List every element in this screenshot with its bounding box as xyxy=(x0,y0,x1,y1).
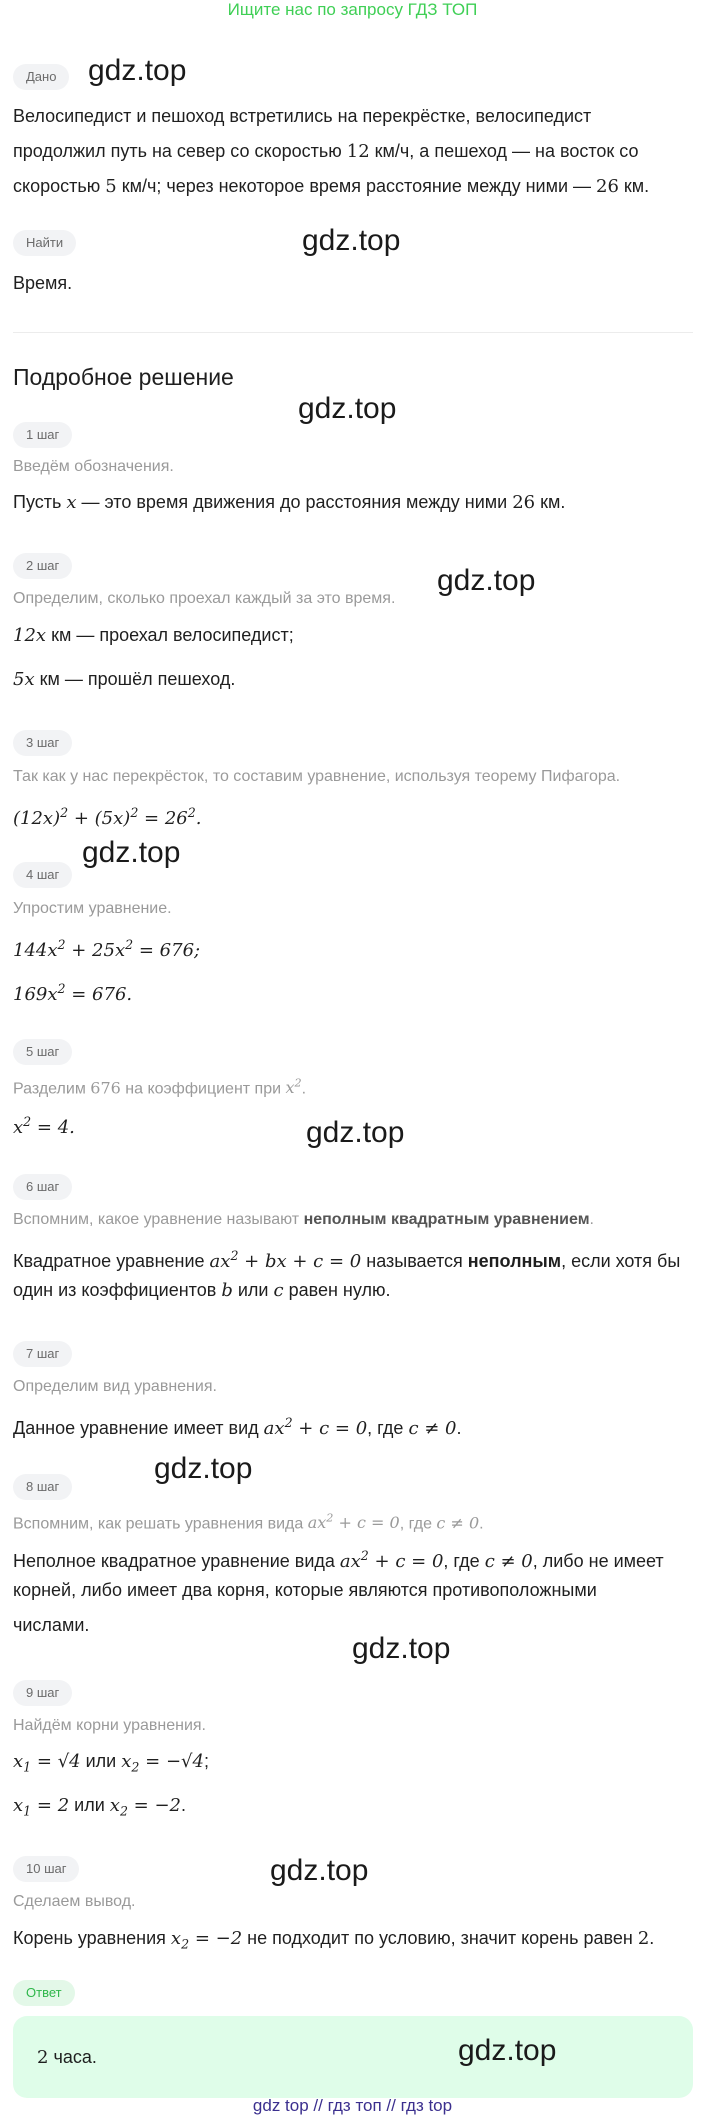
step-7-badge: 7 шаг xyxy=(13,1341,72,1367)
watermark: gdz.top xyxy=(306,1116,405,1149)
step-5-equation: $x^2 = 4$. xyxy=(13,1114,75,1138)
step-4-hint: Упростим уравнение. xyxy=(13,900,172,917)
step-8-line-1: Неполное квадратное уравнение вида $ax^2 + c = 0$, где c ≠ 0, либо не имеет xyxy=(13,1548,664,1572)
step-4-eq-1: $144x^2 + 25x^2 = 676$; xyxy=(13,937,201,961)
step-3-equation: $(12x)^2 + (5x)^2 = 26^2$. xyxy=(13,805,202,829)
given-badge: Дано xyxy=(13,64,69,90)
step-1-hint: Введём обозначения. xyxy=(13,458,174,475)
watermark: gdz.top xyxy=(82,836,181,869)
step-6-hint: Вспомним, какое уравнение называют неполным квадратным уравнением. xyxy=(13,1211,594,1228)
watermark: gdz.top xyxy=(302,224,401,257)
given-line-1: Велосипедист и пешоход встретились на перекрёстке, велосипедист xyxy=(13,106,592,126)
step-5-hint: Разделим 676 на коэффициент при $x^2$. xyxy=(13,1077,307,1098)
step-5-badge: 5 шаг xyxy=(13,1039,72,1065)
step-8-badge: 8 шаг xyxy=(13,1474,72,1500)
step-4-eq-2: $169x^2 = 676$. xyxy=(13,981,133,1005)
step-8-hint: Вспомним, как решать уравнения вида $ax^2 + c = 0$, где c ≠ 0. xyxy=(13,1512,484,1533)
step-6-line-2: один из коэффициентов b или c равен нулю. xyxy=(13,1280,391,1301)
step-2-hint: Определим, сколько проехал каждый за это время. xyxy=(13,590,396,607)
step-4-badge: 4 шаг xyxy=(13,862,72,888)
step-8-line-3: числами. xyxy=(13,1615,90,1635)
step-8-line-2: корней, либо имеет два корня, которые являются противоположными xyxy=(13,1580,597,1600)
step-2-badge: 2 шаг xyxy=(13,553,72,579)
step-7-hint: Определим вид уравнения. xyxy=(13,1378,217,1395)
search-banner: Ищите нас по запросу ГДЗ ТОП xyxy=(227,0,478,19)
step-7-text: Данное уравнение имеет вид $ax^2 + c = 0$, где c ≠ 0. xyxy=(13,1415,462,1439)
step-9-line-1: $x_1 = √4$ или $x_2 = -√4$; xyxy=(13,1751,209,1775)
step-9-badge: 9 шаг xyxy=(13,1680,72,1706)
step-2-line-1: 12x км — проехал велосипедист; xyxy=(13,625,294,646)
answer-badge: Ответ xyxy=(13,1980,75,2006)
step-6-line-1: Квадратное уравнение $ax^2$ + bx + c = 0 называется неполным, если хотя бы xyxy=(13,1248,681,1272)
given-line-2: продолжил путь на север со скоростью 12 км/ч, а пешеход — на восток со xyxy=(13,141,639,162)
answer-box xyxy=(13,2016,693,2098)
given-line-3: скоростью 5 км/ч; через некоторое время расстояние между ними — 26 км. xyxy=(13,176,650,197)
step-10-text: Корень уравнения $x_2 = -2$ не подходит по условию, значит корень равен 2. xyxy=(13,1928,655,1952)
solution-heading: Подробное решение xyxy=(13,364,234,390)
watermark: gdz.top xyxy=(88,54,187,87)
step-6-badge: 6 шаг xyxy=(13,1174,72,1200)
step-10-hint: Сделаем вывод. xyxy=(13,1893,136,1910)
watermark: gdz.top xyxy=(458,2034,557,2067)
find-text: Время. xyxy=(13,273,73,293)
step-9-line-2: $x_1 = 2$ или $x_2 = -2$. xyxy=(13,1795,187,1819)
step-2-line-2: 5x км — прошёл пешеход. xyxy=(13,669,236,690)
step-3-hint: Так как у нас перекрёсток, то составим уравнение, используя теорему Пифагора. xyxy=(13,768,621,785)
watermark: gdz.top xyxy=(437,564,536,597)
footer-links[interactable]: gdz top // гдз топ // гдз top xyxy=(252,2096,453,2115)
watermark: gdz.top xyxy=(270,1854,369,1887)
watermark: gdz.top xyxy=(298,392,397,425)
divider xyxy=(13,332,693,333)
step-1-text: Пусть x — это время движения до расстояния между ними 26 км. xyxy=(13,492,566,513)
step-3-badge: 3 шаг xyxy=(13,730,72,756)
step-9-hint: Найдём корни уравнения. xyxy=(13,1717,206,1734)
answer-text: 2 часа. xyxy=(37,2047,97,2068)
step-1-badge: 1 шаг xyxy=(13,422,72,448)
watermark: gdz.top xyxy=(154,1452,253,1485)
watermark: gdz.top xyxy=(352,1632,451,1665)
find-badge: Найти xyxy=(13,230,76,256)
step-10-badge: 10 шаг xyxy=(13,1856,79,1882)
